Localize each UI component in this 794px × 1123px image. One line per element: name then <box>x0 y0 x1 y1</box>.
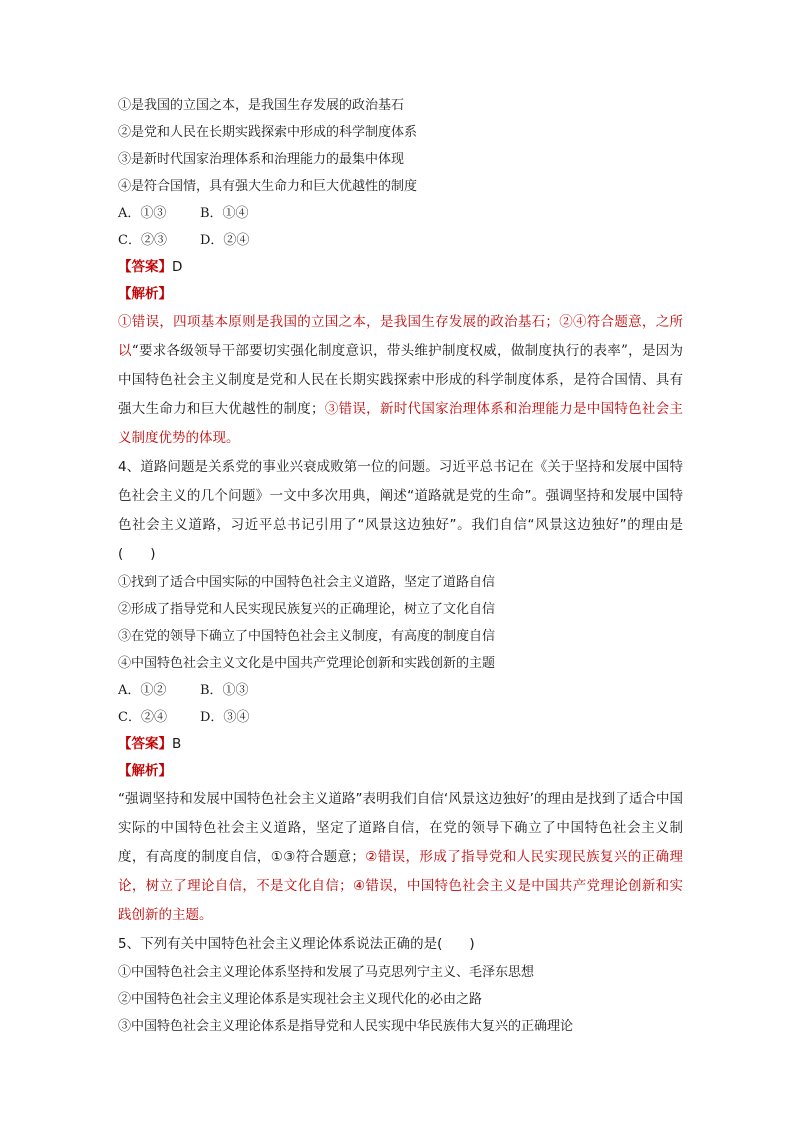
q3-choice-row-2 <box>118 227 683 254</box>
q3-option-4: ④是符合国情，具有强大生命力和巨大优越性的制度 <box>118 179 418 194</box>
q4-option-3: ③在党的领导下确立了中国特色社会主义制度，有高度的制度自信 <box>118 629 496 644</box>
q3-option-2: ②是党和人民在长期实践探索中形成的科学制度体系 <box>118 125 418 140</box>
q4-answer-value: B <box>172 736 182 752</box>
q4-analysis-label: 【解析】 <box>118 763 172 779</box>
q3-analysis-red-part: ①错误，四项基本原则是我国的立国之本，是我国生存发展的政治基石；②④符合题意，之所以 <box>118 314 683 359</box>
q4-answer <box>118 731 683 758</box>
q3-answer-value: D <box>172 259 183 275</box>
q4-analysis-red-part: ②错误，形成了指导党和人民实现民族复兴的正确理论，树立了理论自信，不是文化自信；④错误，中国特色社会主义是中国共产党理论创新和实践创新的主题。 <box>118 849 683 923</box>
q4-stem: 4、道路问题是关系党的事业兴衰成败第一位的问题。习近平总书记在《关于坚持和发展中国特色社会主义的几个问题》一文中多次用典，阐述“道路就是党的生命”。强调坚持和发展中国特色社会主义道路，习近平总书记引用了“风景这边独好”。我们自信“风景这边独好”的理由是( ) <box>118 459 683 562</box>
q4-choice-c: C．②④ <box>118 710 167 725</box>
q3-analysis-label: 【解析】 <box>118 286 172 302</box>
q3-answer <box>118 254 683 281</box>
q4-choice-b: B．①③ <box>200 683 249 698</box>
q5-stem: 5、下列有关中国特色社会主义理论体系说法正确的是( ) <box>118 936 475 952</box>
q3-analysis-black-part: “要求各级领导干部要切实强化制度意识，带头维护制度权威，做制度执行的表率”，是因为中国特色社会主义制度是党和人民在长期实践探索中形成的科学制度体系，是符合国情、具有强大生命力和巨大优越性的制度； <box>118 343 683 417</box>
document-page <box>118 92 683 1040</box>
q4-choice-d: D．③④ <box>200 710 250 725</box>
q4-option-2: ②形成了指导党和人民实现民族复兴的正确理论，树立了文化自信 <box>118 602 496 617</box>
q3-choice-c: C．②③ <box>118 233 167 248</box>
q4-answer-label: 【答案】 <box>118 736 172 752</box>
q4-choice-row-1 <box>118 677 683 704</box>
q3-analysis-red-part-2: ③错误，新时代国家治理体系和治理能力是中国特色社会主义制度优势的体现。 <box>118 401 684 446</box>
q3-analysis <box>118 308 683 453</box>
q3-choice-row-1 <box>118 200 683 227</box>
q4-choice-row-2 <box>118 704 683 731</box>
q3-analysis-heading <box>118 281 683 308</box>
q4-option-4: ④中国特色社会主义文化是中国共产党理论创新和实践创新的主题 <box>118 656 496 671</box>
q3-answer-label: 【答案】 <box>118 259 172 275</box>
q5-option-2: ②中国特色社会主义理论体系是实现社会主义现代化的必由之路 <box>118 992 483 1007</box>
q5-option-1: ①中国特色社会主义理论体系坚持和发展了马克思列宁主义、毛泽东思想 <box>118 965 535 980</box>
q3-choice-b: B．①④ <box>200 206 249 221</box>
q5-option-3: ③中国特色社会主义理论体系是指导党和人民实现中华民族伟大复兴的正确理论 <box>118 1019 574 1034</box>
q4-option-1: ①找到了适合中国实际的中国特色社会主义道路，坚定了道路自信 <box>118 575 496 590</box>
q4-analysis-black-part: “强调坚持和发展中国特色社会主义道路”表明我们自信‘风景这边独好’的理由是找到了适合中国实际的中国特色社会主义道路，坚定了道路自信，在党的领导下确立了中国特色社会主义制度，有高度的制度自信，①③符合题意； <box>118 791 683 865</box>
q4-choice-a: A．①② <box>118 683 167 698</box>
q3-option-1: ①是我国的立国之本，是我国生存发展的政治基石 <box>118 98 405 113</box>
q3-choice-a: A．①③ <box>118 206 167 221</box>
q4-analysis-heading <box>118 758 683 785</box>
q4-analysis <box>118 785 683 930</box>
q3-option-3: ③是新时代国家治理体系和治理能力的最集中体现 <box>118 152 405 167</box>
q3-choice-d: D．②④ <box>200 233 250 248</box>
